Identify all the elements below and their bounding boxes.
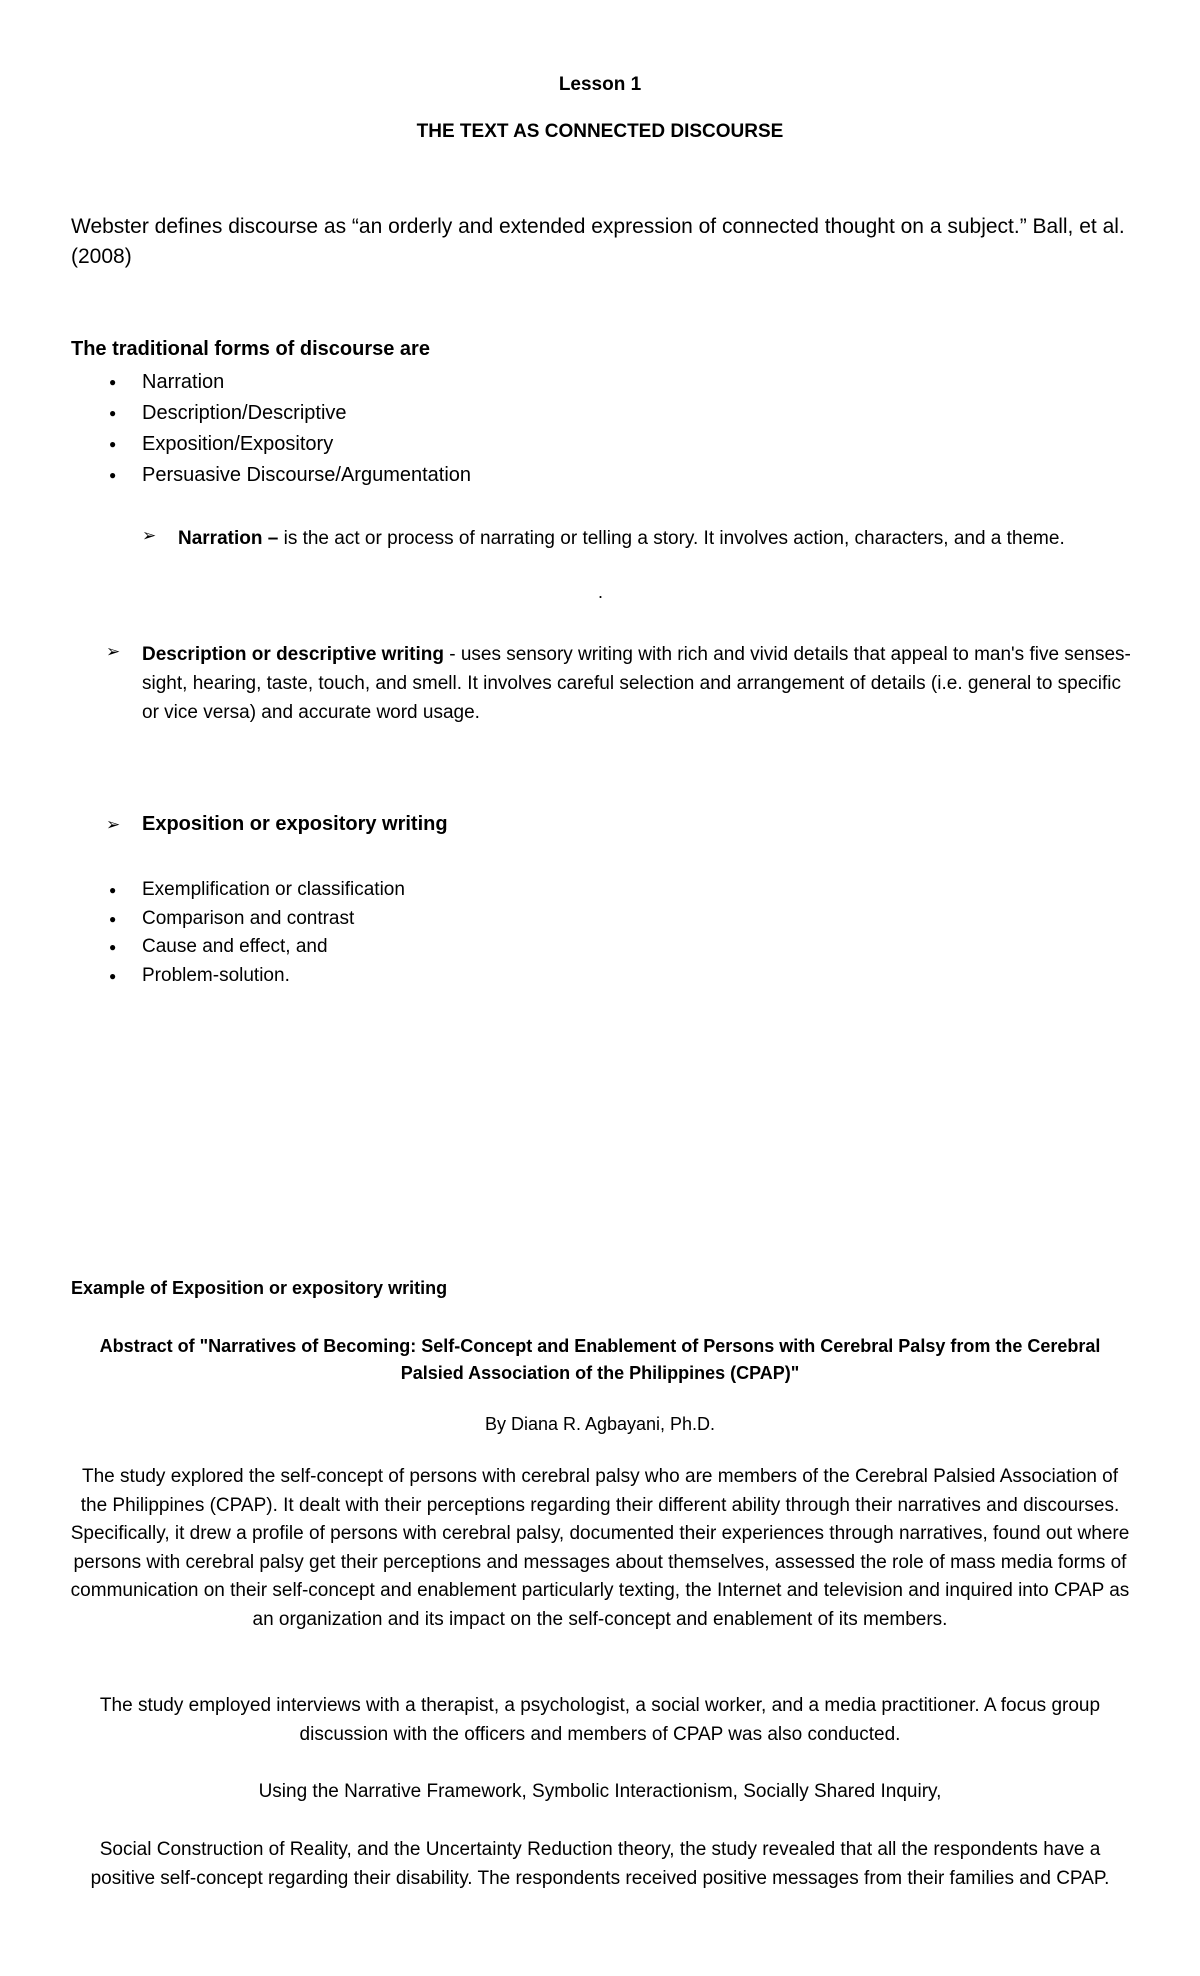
list-item: ● Persuasive Discourse/Argumentation [71,460,971,491]
list-item: ● Description/Descriptive [71,398,971,429]
forms-list [71,367,971,491]
narration-definition [178,524,1138,553]
abstract-title: Abstract of "Narratives of Becoming: Self-Concept and Enablement of Persons with Cerebral Palsy from the Cerebral Palsied Association of the Philippines (CPAP)" [99,1336,1101,1383]
arrowhead-bullet-icon: ➢ [106,815,121,834]
separator-dot: . [598,582,604,602]
list-item: ● Problem-solution. [71,962,971,991]
author-byline: By Diana R. Agbayani, Ph.D. [484,1414,716,1434]
exposition-list [71,876,971,990]
list-item: ● Exemplification or classification [71,876,971,905]
list-item: ● Cause and effect, and [71,933,971,962]
intro-paragraph: Webster defines discourse as “an orderly and extended expression of connected thought on a subject.” Ball, et al. (2008) [71,215,1125,268]
arrowhead-bullet-icon: ➢ [142,526,157,545]
arrowhead-bullet-icon: ➢ [106,642,121,661]
abstract-paragraph: The study explored the self-concept of persons with cerebral palsy who are members of the Cerebral Palsied Association of the Philippines (CPAP). It dealt with their perceptions regarding their different ability through their narratives and discourses. Specifically, it drew a profile of persons with cerebral palsy, documented their experiences through narratives, found out where persons with cerebral palsy get their perceptions and messages about themselves, assessed the role of mass media forms of communication on their self-concept and enablement particularly texting, the Internet and television and inquired into CPAP as an organization and its impact on the self-concept and enablement of its members. [70,1466,1130,1630]
abstract-paragraph: The study employed interviews with a therapist, a psychologist, a social worker, and a media practitioner. A focus group discussion with the officers and members of CPAP was also conducted. [99,1695,1101,1745]
list-item: ● Narration [71,367,971,398]
abstract-paragraph: Using the Narrative Framework, Symbolic Interactionism, Socially Shared Inquiry, [258,1781,942,1802]
example-heading: Example of Exposition or expository writing [71,1278,448,1298]
lesson-label: Lesson 1 [558,74,642,95]
narration-text: is the act or process of narrating or telling a story. It involves action, characters, and a theme. [278,528,1065,549]
description-text: - uses sensory writing with rich and vivid details that appeal to man's five senses-sight, hearing, taste, touch, and smell. It involves careful selection and arrangement of details (i.e. general to specific or vice versa) and accurate word usage. [142,644,1131,723]
list-item: ● Exposition/Expository [71,429,971,460]
description-term: Description or descriptive writing [142,644,444,665]
abstract-paragraph: Social Construction of Reality, and the Uncertainty Reduction theory, the study revealed that all the respondents have a positive self-concept regarding their disability. The respondents received positive messages from their families and CPAP. [90,1839,1110,1889]
list-item: ● Comparison and contrast [71,905,971,934]
page-title: THE TEXT AS CONNECTED DISCOURSE [416,121,784,142]
exposition-term: Exposition or expository writing [142,813,448,835]
forms-heading: The traditional forms of discourse are [71,338,430,360]
narration-term: Narration – [178,528,279,549]
description-definition [142,640,1137,727]
